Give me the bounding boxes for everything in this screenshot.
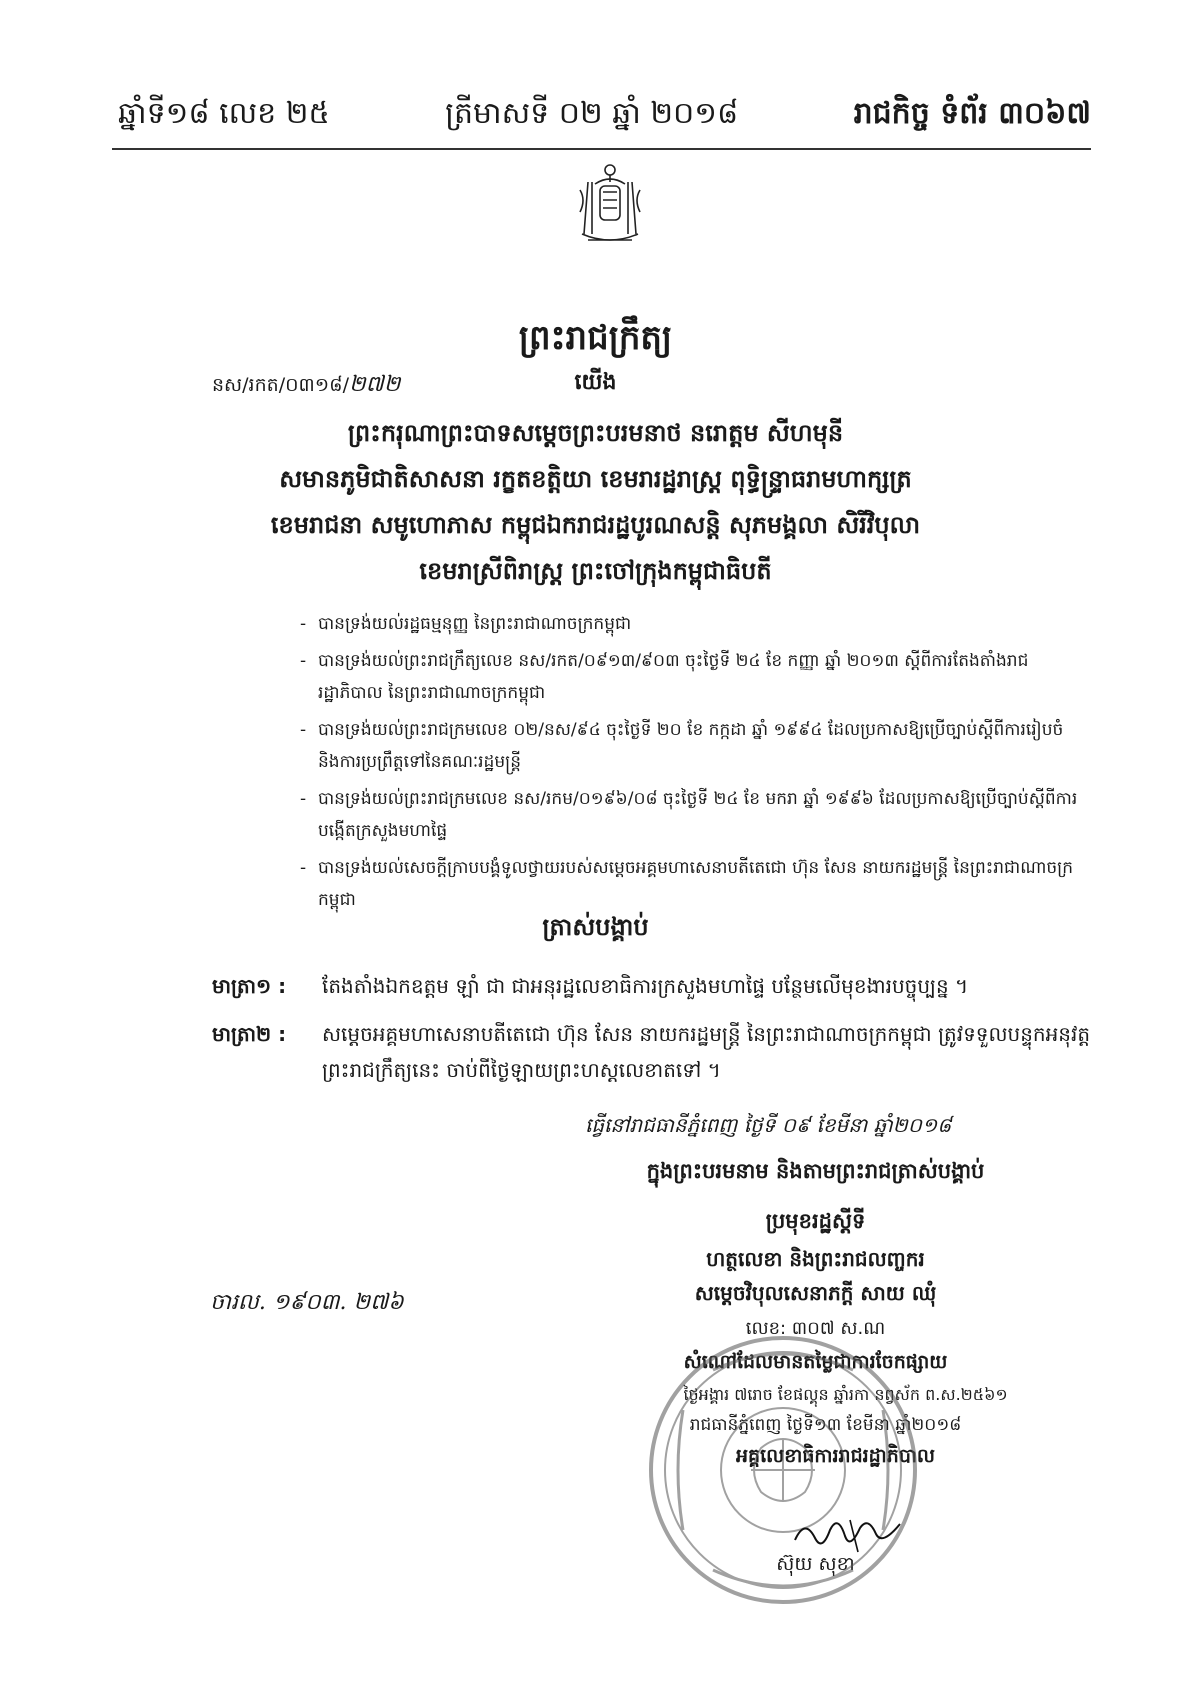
countersign-title: ប្រមុខរដ្ឋស្តីទី — [765, 1209, 866, 1233]
secretary-title: អគ្គលេខាធិការរាជរដ្ឋាភិបាល — [736, 1445, 935, 1467]
official-seal-icon — [643, 1330, 923, 1610]
article-label: មាត្រា១ : — [212, 974, 287, 998]
place-date: ធ្វើនៅរាជធានីភ្នំពេញ ថ្ងៃទី ០៩ ខែមីនា ឆ្នាំ២០១៨ — [585, 1113, 952, 1137]
royal-signature-line: ក្នុងព្រះបរមនាម និងតាមព្រះរាជត្រាស់បង្គាប់ — [646, 1159, 985, 1183]
decree-we: យើង — [574, 370, 617, 395]
handwritten-ref: ចារល. ១៩០៣. ២៧៦ — [210, 1290, 404, 1315]
countersign-name: សម្តេចវិបុលសេនាភក្តី សាយ ឈុំ — [694, 1281, 937, 1305]
issue-date: រាជធានីភ្នំពេញ ថ្ងៃទី១៣ ខែមីនា ឆ្នាំ២០១៨ — [689, 1415, 962, 1435]
reference-item: - បានទ្រង់យល់ព្រះរាជក្រមលេខ នស/រកម/០១៩៦/០៨ ចុះថ្ងៃទី ២៤ ខែ មករា ឆ្នាំ ១៩៩៦ ដែលប្រកាសឱ្យប្រើច្បាប់ស្តីពីការបង្កើតក្រសួងមហាផ្ទៃ — [300, 783, 1090, 847]
gazette-page: រាជកិច្ច ទំព័រ ៣០៦៧ — [853, 96, 1091, 131]
article-label: មាត្រា២ : — [212, 1022, 287, 1046]
article-text: សម្តេចអគ្គមហាសេនាបតីតេជោ ហ៊ុន សែន នាយករដ្ឋមន្ត្រី នៃព្រះរាជាណាចក្រកម្ពុជា ត្រូវទទួលបន្ទុកអនុវត្តព្រះរាជក្រឹត្យនេះ ចាប់ពីថ្ងៃឡាយព្រះហស្តលេខាតទៅ ។ — [322, 1022, 1091, 1082]
gazette-header — [118, 88, 1091, 138]
copy-ref: លេខ: ៣០៧ ស.ណ — [745, 1318, 886, 1339]
reference-item: - បានទ្រង់យល់សេចក្តីក្រាបបង្គំទូលថ្វាយរបស់សម្តេចអគ្គមហាសេនាបតីតេជោ ហ៊ុន សែន នាយករដ្ឋមន្ត្រី នៃព្រះរាជាណាចក្រកម្ពុជា — [300, 852, 1090, 916]
decree-ref-printed: នស/រកត/០៣១៨/ — [212, 374, 350, 396]
article-text: តែងតាំងឯកឧត្តម ឡាំ ជា ជាអនុរដ្ឋលេខាធិការក្រសួងមហាផ្ទៃ បន្ថែមលើមុខងារបច្ចុប្បន្ន ។ — [322, 974, 969, 998]
article-1 — [212, 968, 1092, 1004]
royal-title-line: ខេមរាស្រីពិរាស្ត្រ ព្រះចៅក្រុងកម្ពុជាធិបតី — [419, 557, 772, 585]
decree-ref-handwritten: ២៧២ — [349, 372, 401, 397]
decree-title: ព្រះរាជក្រឹត្យ — [518, 318, 673, 358]
royal-title-line: សមានភូមិជាតិសាសនា រក្ខតខត្តិយា ខេមរារដ្ឋរាស្ត្រ ពុទ្ធិន្ទ្រាធរាមហាក្សត្រ — [279, 465, 912, 493]
royal-title-line: ព្រះករុណាព្រះបាទសម្តេចព្រះបរមនាថ នរោត្តម សីហមុនី — [347, 419, 844, 447]
lunar-date: ថ្ងៃអង្គារ ៧រោច ខែផល្គុន ឆ្នាំរកា នព្វស័ក ព.ស.២៥៦១ — [683, 1385, 1008, 1404]
reference-list — [300, 608, 1090, 921]
secretary-name: ស៊ុយ សុខា — [776, 1553, 855, 1575]
gazette-date: ត្រីមាសទី ០២ ឆ្នាំ ២០១៨ — [445, 96, 739, 131]
header-rule — [112, 148, 1091, 150]
reference-item: - បានទ្រង់យល់ព្រះរាជក្រឹត្យលេខ នស/រកត/០៩១៣/៩០៣ ចុះថ្ងៃទី ២៤ ខែ កញ្ញា ឆ្នាំ ២០១៣ ស្តីពីការតែងតាំងរាជរដ្ឋាភិបាល នៃព្រះរាជាណាចក្រកម្ពុជា — [300, 645, 1090, 709]
order-heading: ត្រាស់បង្គាប់ — [542, 913, 649, 941]
reference-item: - បានទ្រង់យល់ព្រះរាជក្រមលេខ ០២/នស/៩៤ ចុះថ្ងៃទី ២០ ខែ កក្កដា ឆ្នាំ ១៩៩៤ ដែលប្រកាសឱ្យប្រើច្បាប់ស្តីពីការរៀបចំ និងការប្រព្រឹត្តទៅនៃគណៈរដ្ឋមន្ត្រី — [300, 714, 1090, 778]
gazette-issue: ឆ្នាំទី១៨ លេខ ២៥ — [118, 96, 330, 131]
royal-title-line: ខេមរាជនា សមូហោភាស កម្ពុជឯករាជរដ្ឋបូរណសន្តិ សុភមង្គលា សិរីវិបុលា — [270, 511, 921, 539]
reference-item: - បានទ្រង់យល់រដ្ឋធម្មនុញ្ញ នៃព្រះរាជាណាចក្រកម្ពុជា — [300, 608, 1090, 640]
countersign-role: ហត្ថលេខា និងព្រះរាជលញ្ចករ — [706, 1247, 925, 1271]
royal-emblem-icon — [560, 160, 660, 250]
article-2 — [212, 1016, 1092, 1088]
handwritten-signature-icon — [790, 1510, 910, 1560]
certified-copy: សំណៅដែលមានតម្លៃជាការចែកផ្សាយ — [683, 1351, 948, 1373]
